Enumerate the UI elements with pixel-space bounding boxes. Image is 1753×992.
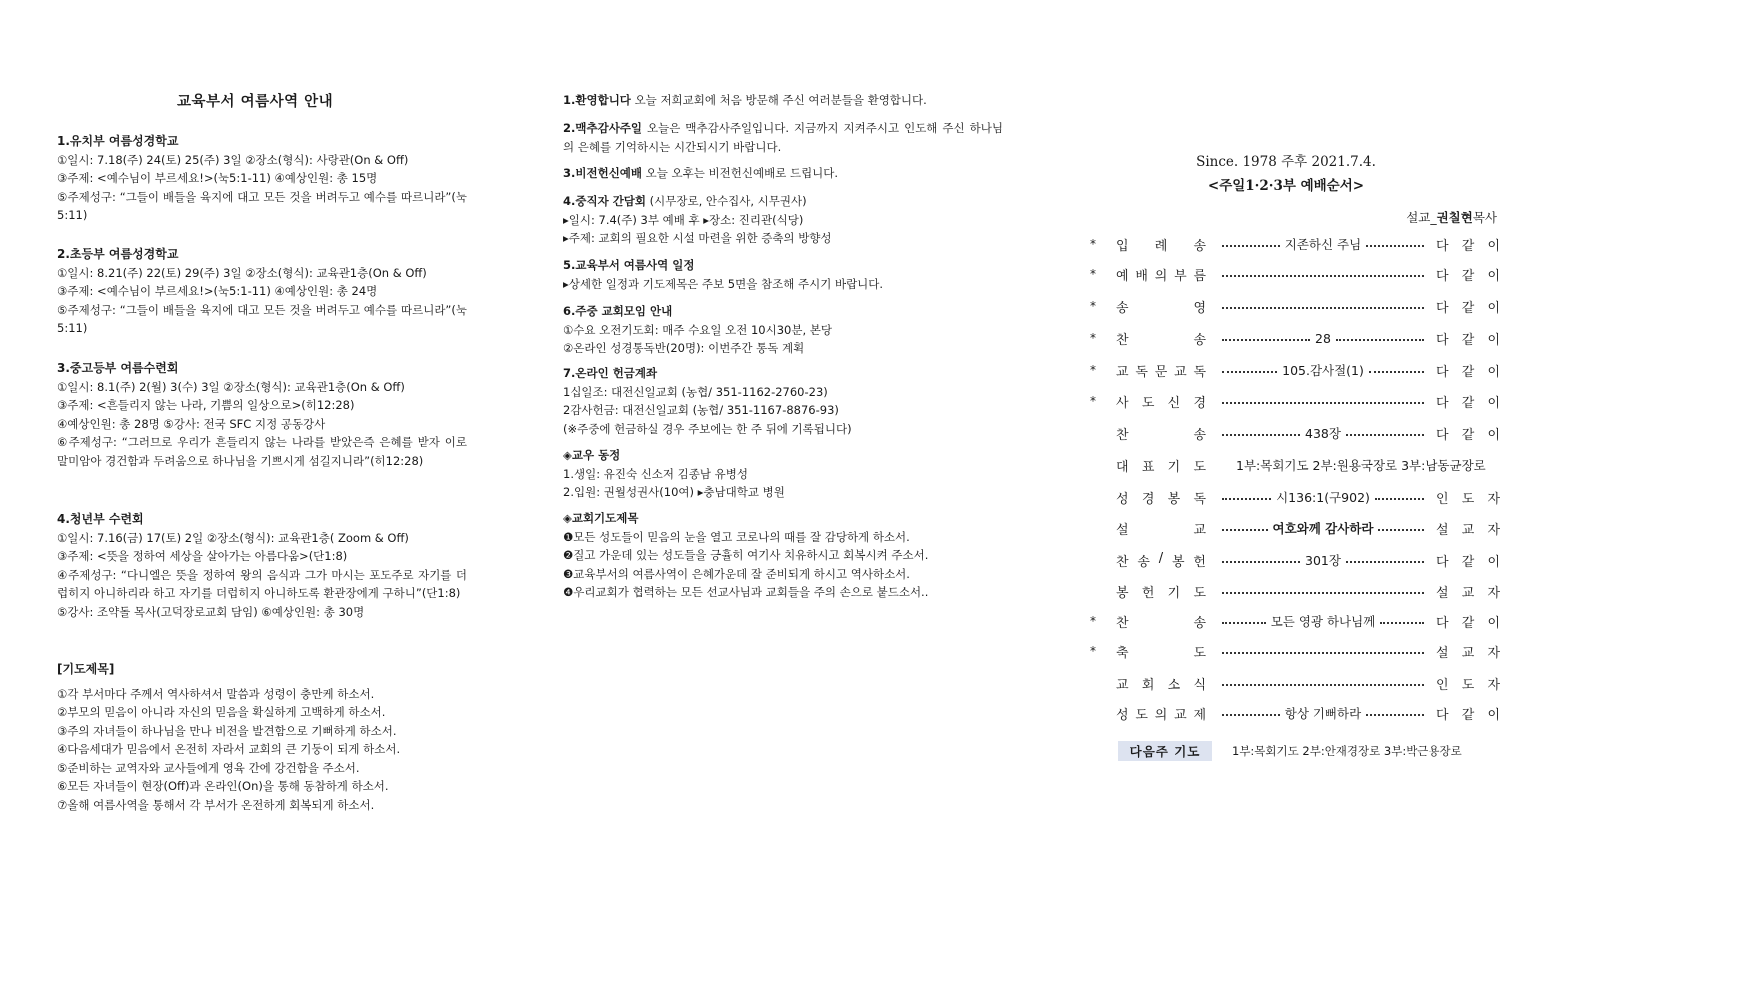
section-line: ④주제성구: “다니엘은 뜻을 정하여 왕의 음식과 그가 마시는 포도주로 자기를 더럽히지 아니하리라 하고 자기를 더럽히지 아니하도록 환관장에게 구하니”(단1:8) — [57, 567, 467, 601]
order-row — [1090, 702, 1500, 724]
preacher-suffix: 목사 — [1472, 210, 1497, 225]
announcement-heading: 6.주중 교회모임 안내 — [563, 304, 673, 318]
order-item-detail: 모든 영광 하나님께 — [1270, 614, 1376, 629]
dot-fill — [1222, 714, 1280, 716]
order-row — [1090, 359, 1500, 381]
section-heading: 1.유치부 여름성경학교 — [57, 134, 179, 148]
order-row — [1090, 233, 1500, 255]
dotted-leader — [1222, 390, 1424, 412]
announcement — [563, 256, 1003, 293]
section-line: ③주제: <예수님이 부르세요!>(눅5:1-11) ④예상인원: 총 24명 — [57, 284, 378, 299]
order-item-detail: 28 — [1315, 330, 1331, 346]
order-item-label: 송 영 — [1116, 300, 1206, 316]
section-line: ③주의 자녀들이 하나님을 만나 비전을 발견함으로 기뻐하게 하소서. — [57, 723, 397, 738]
dotted-leader — [1222, 233, 1424, 255]
section-line: ⑤주제성구: “그들이 배들을 육지에 대고 모든 것을 버려두고 예수를 따르니라”(눅5:11) — [57, 302, 467, 336]
dot-fill — [1222, 371, 1277, 373]
dot-fill — [1222, 498, 1271, 500]
dot-fill — [1222, 592, 1424, 594]
dot-fill — [1222, 434, 1300, 436]
section-line: ①일시: 8.1(주) 2(월) 3(수) 3일 ②장소(형식): 교육관1층(On & Off) — [57, 379, 405, 394]
announcement-line: ❷질고 가운데 있는 성도들을 긍휼히 여기사 치유하시고 회복시켜 주소서. — [563, 548, 929, 563]
announcement — [563, 446, 1003, 502]
dot-fill — [1222, 339, 1310, 341]
order-item-detail: 105.감사절(1) — [1282, 363, 1364, 378]
order-row — [1090, 422, 1500, 444]
announcement-heading: ◈교우 동정 — [563, 448, 621, 462]
section-line: ②부모의 믿음이 아니라 자신의 믿음을 확실하게 고백하게 하소서. — [57, 705, 386, 720]
order-row — [1090, 549, 1500, 571]
order-row — [1090, 610, 1500, 632]
order-item-label: 찬 송 — [1116, 615, 1206, 631]
order-item-leader: 다 같 이 — [1436, 427, 1500, 443]
dotted-leader — [1222, 517, 1424, 539]
announcement-title — [563, 364, 1003, 383]
next-week-prayer-label: 다음주 기도 — [1118, 741, 1212, 761]
announcement-line: ▸일시: 7.4(주) 3부 예배 후 ▸장소: 진리관(식당) — [563, 212, 804, 227]
announcement — [563, 509, 1003, 602]
announcement — [563, 164, 1003, 183]
announcement-line: ▸상세한 일정과 기도제목은 주보 5면을 참조해 주시기 바랍니다. — [563, 276, 884, 291]
dotted-leader — [1222, 486, 1424, 508]
announcement-text: 오늘은 맥추감사주일입니다. 지금까지 지켜주시고 인도해 주신 하나님의 은혜를 기억하시는 시간되시기 바랍니다. — [563, 121, 1003, 154]
announcement-heading: 1.환영합니다 — [563, 93, 631, 107]
order-item-label: 성 경 봉 독 — [1116, 491, 1206, 507]
order-item-leader: 다 같 이 — [1436, 707, 1500, 723]
section-line: ①일시: 7.16(금) 17(토) 2일 ②장소(형식): 교육관1층( Zoom & Off) — [57, 530, 409, 545]
announcement-line: ❶모든 성도들이 믿음의 눈을 열고 코로나의 때를 잘 감당하게 하소서. — [563, 529, 910, 544]
order-row — [1090, 390, 1500, 412]
dot-fill — [1366, 245, 1424, 247]
order-item-label: 성 도 의 교 제 — [1116, 707, 1206, 723]
order-item-leader: 다 같 이 — [1436, 395, 1500, 411]
order-item-leader: 인 도 자 — [1436, 491, 1500, 507]
announcement-line: 1.생일: 유진숙 신소저 김종남 유병성 — [563, 466, 748, 481]
dot-fill — [1336, 339, 1424, 341]
edu-section — [57, 359, 467, 470]
announcement-title — [563, 256, 1003, 275]
order-item-label: 사 도 신 경 — [1116, 395, 1206, 411]
order-row — [1090, 327, 1500, 349]
required-mark: * — [1090, 614, 1096, 628]
announcement-title — [563, 302, 1003, 321]
section-line: ③주제: <예수님이 부르세요!>(눅5:1-11) ④예상인원: 총 15명 — [57, 171, 378, 186]
order-item-label: 찬 송 — [1116, 332, 1206, 348]
required-mark: * — [1090, 331, 1096, 345]
dotted-leader — [1222, 610, 1424, 632]
section-line: ①일시: 7.18(주) 24(토) 25(주) 3일 ②장소(형식): 사랑관(On & Off) — [57, 152, 409, 167]
announcement-line: (※주중에 헌금하실 경우 주보에는 한 주 뒤에 기록됩니다) — [563, 421, 852, 436]
announcement-title — [563, 91, 1003, 110]
next-week-prayer-text: 1부:목회기도 2부:안재경장로 3부:박근용장로 — [1232, 744, 1462, 758]
dotted-leader — [1222, 327, 1424, 349]
announcement-line: ❸교육부서의 여름사역이 은혜가운데 잘 준비되게 하시고 역사하소서. — [563, 566, 910, 581]
section-line: ⑥모든 자녀들이 현장(Off)과 온라인(On)을 통해 동참하게 하소서. — [57, 779, 389, 794]
announcement-text: 오늘 저희교회에 처음 방문해 주신 여러분들을 환영합니다. — [630, 93, 927, 107]
section-line: ⑤준비하는 교역자와 교사들에게 영육 간에 강건함을 주소서. — [57, 760, 360, 775]
dot-fill — [1222, 684, 1424, 686]
order-item-leader: 다 같 이 — [1436, 238, 1500, 254]
dot-fill — [1378, 529, 1424, 531]
edu-section — [57, 245, 467, 338]
announcement-line: ❹우리교회가 협력하는 모든 선교사님과 교회들을 주의 손으로 붙드소서.. — [563, 585, 929, 600]
order-item-leader: 다 같 이 — [1436, 554, 1500, 570]
order-row — [1090, 295, 1500, 317]
dot-fill — [1222, 561, 1300, 563]
announcement-line: ②온라인 성경통독반(20명): 이번주간 통독 계획 — [563, 341, 805, 356]
announcement-line: ▸주제: 교회의 필요한 시설 마련을 위한 증축의 방향성 — [563, 231, 832, 246]
dot-fill — [1222, 529, 1268, 531]
dotted-leader — [1222, 640, 1424, 662]
order-item-label: 교 회 소 식 — [1116, 677, 1206, 693]
dot-fill — [1369, 371, 1424, 373]
announcement-heading: 7.온라인 헌금계좌 — [563, 366, 658, 380]
required-mark: * — [1090, 267, 1096, 281]
announcement — [563, 302, 1003, 358]
order-item-leader: 설 교 자 — [1436, 645, 1500, 661]
order-item-detail: 여호와께 감사하라 — [1272, 521, 1374, 536]
dot-fill — [1346, 561, 1424, 563]
dot-fill — [1222, 652, 1424, 654]
page-title: 교육부서 여름사역 안내 — [177, 94, 334, 110]
order-item-leader: 다 같 이 — [1436, 332, 1500, 348]
dot-fill — [1222, 275, 1424, 277]
announcement-title — [563, 192, 1003, 211]
order-row — [1090, 580, 1500, 602]
section-line: ⑤강사: 조약돌 목사(고덕장로교회 담임) ⑥예상인원: 총 30명 — [57, 604, 365, 619]
section-line: ①일시: 8.21(주) 22(토) 29(주) 3일 ②장소(형식): 교육관1층(On & Off) — [57, 265, 427, 280]
preacher-name: 권칠현 — [1436, 210, 1473, 225]
order-row — [1090, 672, 1500, 694]
required-mark: * — [1090, 237, 1096, 251]
announcement — [563, 91, 1003, 110]
dot-fill — [1366, 714, 1424, 716]
announcement-heading: 2.맥추감사주일 — [563, 121, 643, 135]
order-item-detail: 438장 — [1305, 426, 1341, 441]
required-mark: * — [1090, 299, 1096, 313]
order-row — [1090, 517, 1500, 539]
dotted-leader — [1222, 263, 1424, 285]
dot-fill — [1222, 622, 1266, 624]
order-item-label: 예 배 의 부 름 — [1116, 268, 1206, 284]
dotted-leader — [1222, 295, 1424, 317]
order-title: <주일1·2·3부 예배순서> — [1207, 178, 1365, 194]
announcement-line: 1십일조: 대전신일교회 (농협/ 351-1162-2760-23) — [563, 384, 828, 399]
required-mark: * — [1090, 363, 1096, 377]
order-item-leader: 다 같 이 — [1436, 615, 1500, 631]
order-item-label: 축 도 — [1116, 645, 1206, 661]
preacher-prefix: 설교_ — [1406, 210, 1437, 225]
preacher — [1406, 208, 1497, 226]
dot-fill — [1222, 307, 1424, 309]
dotted-leader — [1222, 549, 1424, 571]
order-item-detail: 시136:1(구902) — [1276, 490, 1370, 505]
announcement-title — [563, 119, 1003, 156]
order-row — [1090, 454, 1500, 476]
order-item-label: 대 표 기 도 — [1116, 459, 1206, 475]
announcement-title — [563, 509, 1003, 528]
order-item-label: 봉 헌 기 도 — [1116, 585, 1206, 601]
announcement-heading: 5.교육부서 여름사역 일정 — [563, 258, 695, 272]
announcement — [563, 119, 1003, 156]
order-item-detail: 301장 — [1305, 553, 1341, 568]
order-item-leader: 다 같 이 — [1436, 268, 1500, 284]
section-line: ③주제: <뜻을 정하여 세상을 살아가는 아름다움>(단1:8) — [57, 549, 348, 564]
edu-section — [57, 510, 467, 621]
section-line: ①각 부서마다 주께서 역사하셔서 말씀과 성령이 충만케 하소서. — [57, 686, 375, 701]
section-heading: 2.초등부 여름성경학교 — [57, 247, 179, 261]
announcement-heading: ◈교회기도제목 — [563, 511, 639, 525]
section-line: ④예상인원: 총 28명 ⑤강사: 전국 SFC 지정 공동강사 — [57, 416, 326, 431]
section-line: ③주제: <흔들리지 않는 나라, 기쁨의 일상으로>(히12:28) — [57, 398, 355, 413]
order-item-leader: 설 교 자 — [1436, 585, 1500, 601]
dot-fill — [1222, 245, 1280, 247]
order-row — [1090, 486, 1500, 508]
required-mark: * — [1090, 394, 1096, 408]
section-line: ⑤주제성구: “그들이 배들을 육지에 대고 모든 것을 버려두고 예수를 따르니라”(눅5:11) — [57, 189, 467, 223]
dotted-leader — [1222, 580, 1424, 602]
announcement-heading: 3.비전헌신예배 — [563, 166, 643, 180]
announcement-title — [563, 164, 1003, 183]
dotted-leader — [1222, 422, 1424, 444]
edu-section — [57, 132, 467, 225]
order-item-label: 입 례 송 — [1116, 238, 1206, 254]
section-line: ⑥주제성구: “그러므로 우리가 흔들리지 않는 나라를 받았은즉 은혜를 받자 이로 말미암아 경건함과 두려움으로 하나님을 기쁘시게 섬길지니라”(히12:28) — [57, 435, 467, 468]
required-mark: * — [1090, 644, 1096, 658]
order-item-leader: 다 같 이 — [1436, 300, 1500, 316]
section-heading: 4.청년부 수련회 — [57, 512, 144, 526]
order-item-leader: 인 도 자 — [1436, 677, 1500, 693]
announcement — [563, 192, 1003, 248]
order-item-detail: 지존하신 주님 — [1284, 237, 1362, 252]
dotted-leader — [1222, 672, 1424, 694]
order-item-label: 설 교 — [1116, 522, 1206, 538]
order-item-leader: 다 같 이 — [1436, 364, 1500, 380]
order-row — [1090, 263, 1500, 285]
order-item-label: 교 독 문 교 독 — [1116, 364, 1206, 380]
section-line: ④다음세대가 믿음에서 온전히 자라서 교회의 큰 기둥이 되게 하소서. — [57, 742, 401, 757]
dotted-leader — [1222, 359, 1424, 381]
dotted-leader — [1222, 702, 1424, 724]
announcement-line: 2.입원: 권월성권사(10여) ▸충남대학교 병원 — [563, 485, 785, 500]
section-heading: [기도제목] — [57, 662, 115, 676]
edu-section — [57, 660, 467, 815]
dot-fill — [1380, 622, 1424, 624]
order-row — [1090, 640, 1500, 662]
announcement-text: (시무장로, 안수집사, 시무권사) — [646, 194, 807, 208]
announcement-heading: 4.중직자 간담회 — [563, 194, 647, 208]
order-item-leader: 설 교 자 — [1436, 522, 1500, 538]
section-line: ⑦올해 여름사역을 통해서 각 부서가 온전하게 회복되게 하소서. — [57, 798, 375, 813]
announcement-title — [563, 446, 1003, 465]
dot-fill — [1375, 498, 1424, 500]
order-item-detail: 항상 기뻐하라 — [1284, 706, 1362, 721]
announcement — [563, 364, 1003, 438]
order-item-label: 찬 송 / 봉 헌 — [1116, 550, 1206, 570]
section-heading: 3.중고등부 여름수련회 — [57, 361, 179, 375]
announcement-line: 2감사헌금: 대전신일교회 (농협/ 351-1167-8876-93) — [563, 403, 839, 418]
order-item-label: 찬 송 — [1116, 427, 1206, 443]
announcement-line: ①수요 오전기도회: 매주 수요일 오전 10시30분, 본당 — [563, 322, 832, 337]
dot-fill — [1346, 434, 1424, 436]
dot-fill — [1222, 402, 1424, 404]
announcement-text: 오늘 오후는 비전헌신예배로 드립니다. — [642, 166, 839, 180]
since-line: Since. 1978 주후 2021.7.4. — [1196, 154, 1376, 170]
order-item-detail: 1부:목회기도 2부:원용국장로 3부:남동균장로 — [1236, 458, 1486, 473]
